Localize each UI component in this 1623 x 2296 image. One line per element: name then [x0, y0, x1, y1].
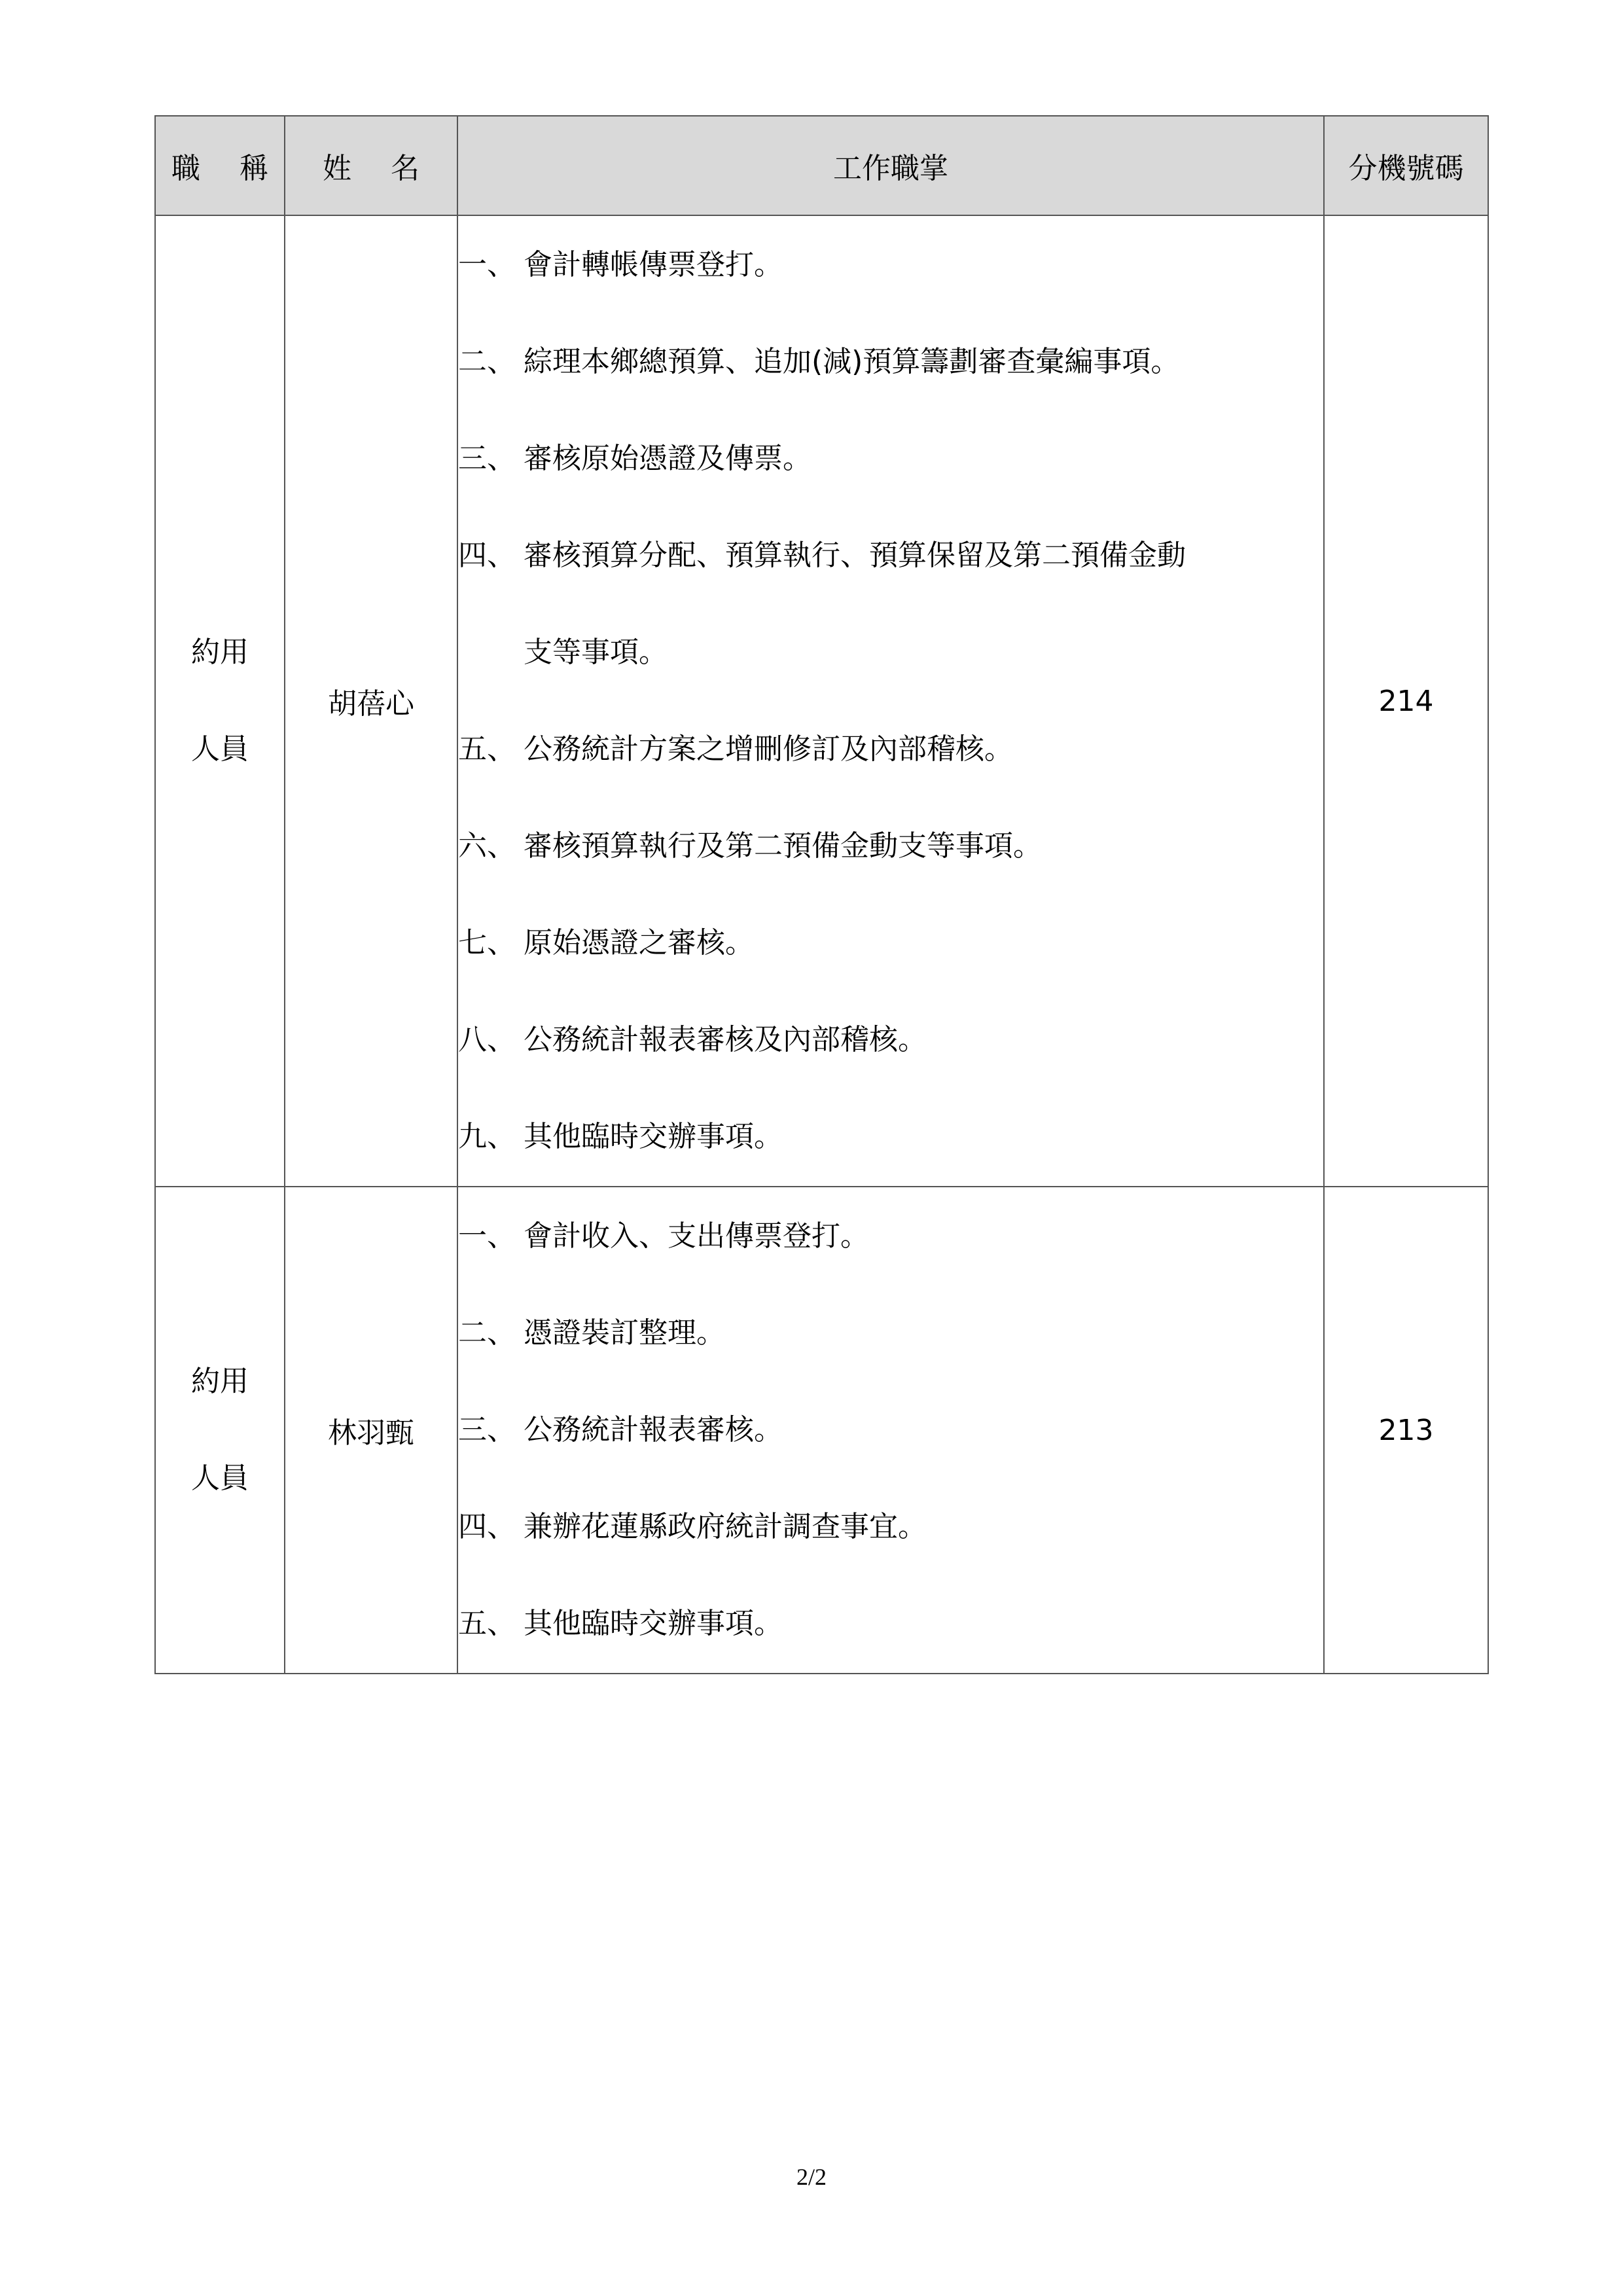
header-title: 職 稱	[155, 116, 285, 215]
extension-cell: 213	[1324, 1187, 1488, 1674]
header-name: 姓 名	[285, 116, 457, 215]
duty-cell	[457, 1187, 1324, 1674]
duty-item: 二、 憑證裝訂整理。	[458, 1316, 725, 1350]
duty-item: 三、 公務統計報表審核。	[458, 1413, 783, 1446]
header-row	[155, 116, 1488, 215]
job-title-line: 人員	[191, 732, 249, 766]
job-title-line: 約用	[191, 636, 249, 669]
job-title-line: 人員	[191, 1462, 249, 1495]
job-title-line: 約用	[191, 1365, 249, 1398]
duty-item: 八、 公務統計報表審核及內部稽核。	[458, 1023, 927, 1056]
duty-item: 一、 會計轉帳傳票登打。	[458, 248, 783, 281]
extension-cell: 214	[1324, 215, 1488, 1187]
job-title-cell	[155, 1187, 285, 1674]
duty-item: 三、 審核原始憑證及傳票。	[458, 442, 812, 475]
duty-cell	[457, 215, 1324, 1187]
page-number: 2/2	[796, 2164, 827, 2190]
duty-item: 五、 公務統計方案之增刪修訂及內部稽核。	[458, 732, 1013, 766]
header-extension: 分機號碼	[1324, 116, 1488, 215]
duty-item: 四、 兼辦花蓮縣政府統計調查事宜。	[458, 1510, 927, 1543]
duty-item: 七、 原始憑證之審核。	[458, 926, 754, 960]
job-title-cell	[155, 215, 285, 1187]
table-row	[155, 215, 1488, 1187]
duty-table	[154, 115, 1489, 1674]
table-row	[155, 1187, 1488, 1674]
duty-item: 九、 其他臨時交辦事項。	[458, 1120, 783, 1153]
header-duty: 工作職掌	[457, 116, 1324, 215]
name-cell: 胡蓓心	[285, 215, 457, 1187]
duty-item: 二、 綜理本鄉總預算、追加(減)預算籌劃審查彙編事項。	[458, 345, 1180, 378]
duty-item: 六、 審核預算執行及第二預備金動支等事項。	[458, 829, 1042, 863]
name-cell: 林羽甄	[285, 1187, 457, 1674]
duty-item: 一、 會計收入、支出傳票登打。	[458, 1219, 869, 1253]
duty-item: 四、 審核預算分配、預算執行、預算保留及第二預備金動 支等事項。	[458, 539, 1186, 669]
duty-item: 五、 其他臨時交辦事項。	[458, 1607, 783, 1640]
